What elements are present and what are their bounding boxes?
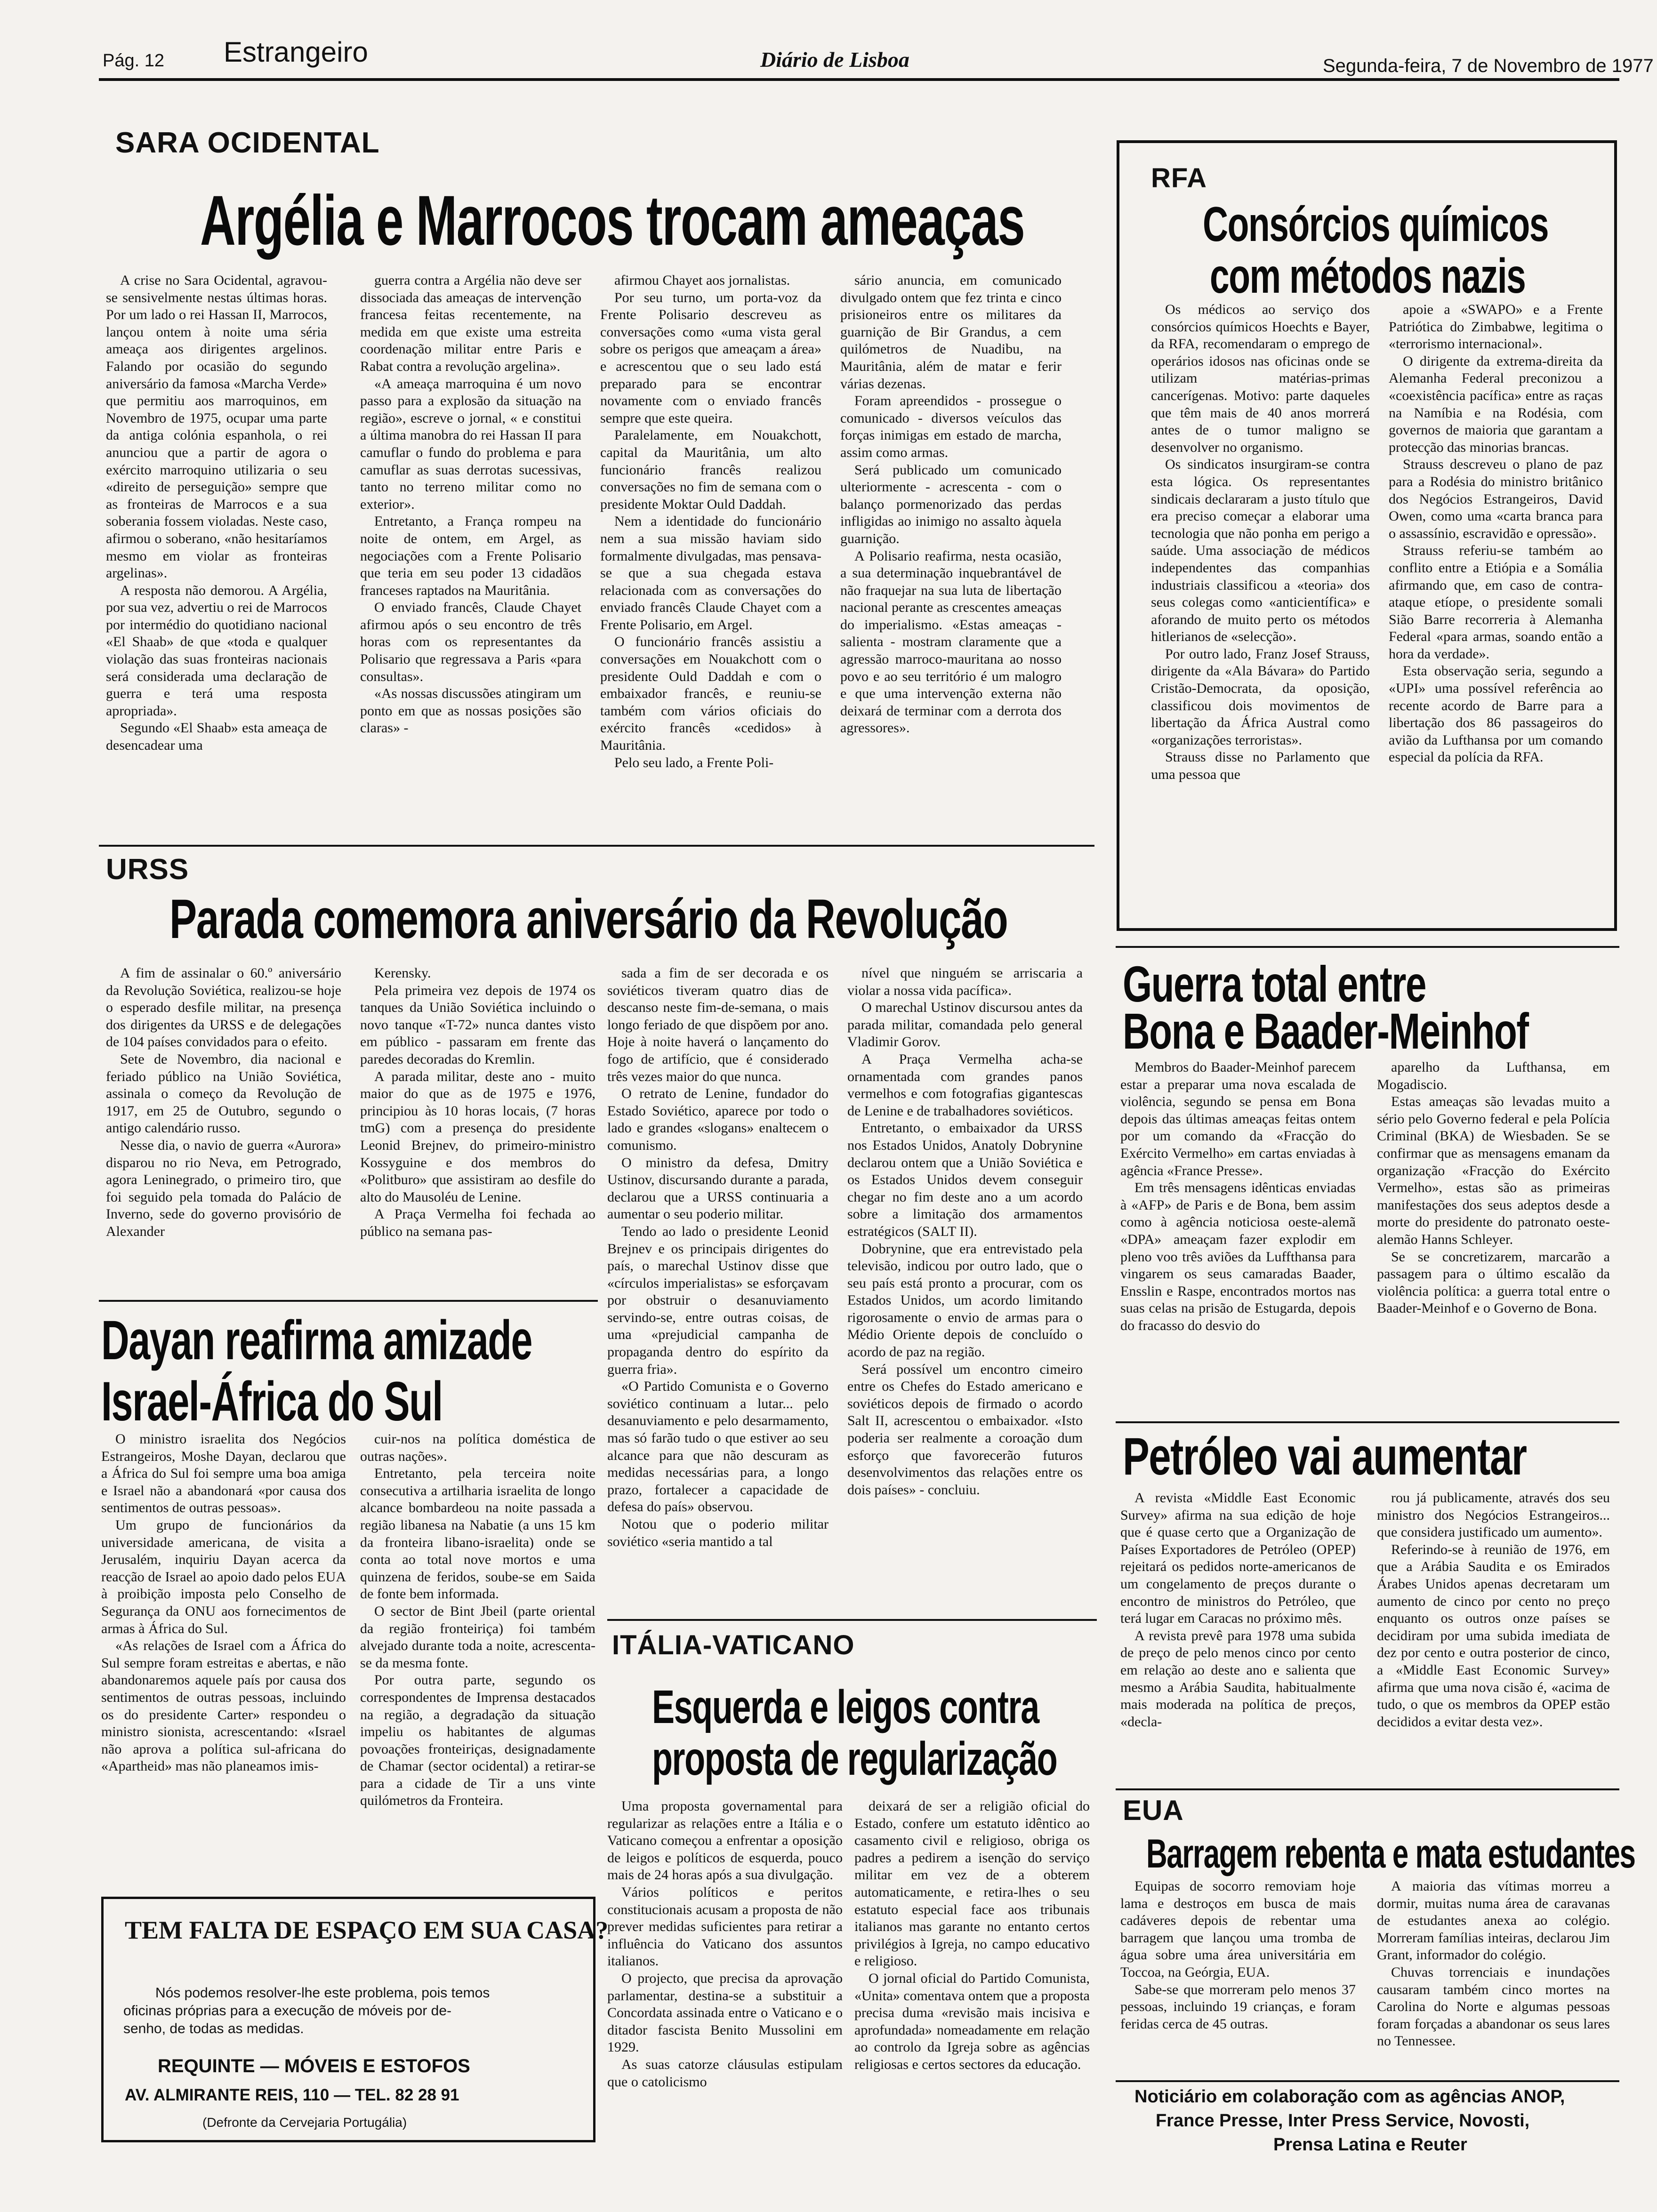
- rfa-col-2: apoie a «SWAPO» e a Frente Patriótica do Zimbabwe, legitima o «terrorismo internacional». O dirigente da extrema-direita da Alemanha Federal preconizou a «coexistência pacífica» entre as raças na Namíbia e na Rodésia, com governos de maioria que garantam a protecção das minorias brancas. Strauss descreveu o plano de paz para a Rodésia do ministro britânico dos Negócios Estrangeiros, David Owen, como uma «carta branca para o assassínio, escravidão e opressão». Strauss referiu-se também ao conflito entre a Etiópia e a Somália afirmando que, em caso de contra-ataque etíope, o presidente somali Sião Barre recorreria à Alemanha Federal «para armas, soando então a hora da verdade». Esta observação seria, segundo a «UPI» uma possível referência ao recente acordo de Barre para a libertação dos 86 passageiros do avião da Lufthansa por um comando especial da polícia da RFA.: [1389, 302, 1603, 765]
- rfa-col-1: Os médicos ao serviço dos consórcios químicos Hoechts e Bayer, da RFA, recomendaram o emprego de operários idosos nas oficinas onde se utilizam matérias-primas cancerígenas. Motivo: parte daqueles que têm mais de 40 anos morrerá antes de o tumor maligno se desenvolver no organismo. Os sindicatos insurgiram-se contra esta lógica. Os representantes sindicais declararam a justo título que era preciso começar a elaborar uma tecnologia que não ponha em perigo a saúde. Uma associação de médicos independentes das companhias industriais classificou a «teoria» dos seus colegas como «anticientífica» e aforando de muito perto os métodos hitlerianos de «selecção». Por outro lado, Franz Josef Strauss, dirigente da «Ala Bávara» do Partido Cristão-Democrata, da oposição, classificou dois movimentos de libertação da África Austral como «organizações terroristas». Strauss disse no Parlamento que uma pessoa que: [1151, 302, 1370, 783]
- paper-name: Diário de Lisboa: [760, 48, 909, 72]
- dayan-col-2: cuir-nos na política doméstica de outras nações». Entretanto, pela terceira noite consecutiva a artilharia israelita de longo alcance bombardeou na noite passada a região libanesa na Nabatie (a uns 15 km da fronteira libano-israelita) onde se conta ao total nove mortos e uma quinzena de feridos, soube-se em Saida de fonte bem informada. O sector de Bint Jbeil (parte oriental da região fronteiriça) foi também alvejado durante toda a noite, acrescenta-se da mesma fonte. Por outra parte, segundo os correspondentes de Imprensa destacados na região, a degradação da situação impeliu os habitantes de algumas povoações fronteiriças, designadamente de Chamar (sector ocidental) a retirar-se para a cidade de Tir a uns vinte quilómetros da Fronteira.: [360, 1431, 595, 1809]
- sara-col-2: guerra contra a Argélia não deve ser dissociada das ameaças de intervenção francesa feitas recentemente, na medida em que existe uma estreita coordenação militar entre Paris e Rabat contra a revolução argelina». «A ameaça marroquina é um novo passo para a explosão da situação na região», escreve o jornal, « e constitui a última manobra do rei Hassan II para camuflar o fundo do problema e para camuflar as suas derrotas sucessivas, tanto no terreno militar como no exterior». Entretanto, a França rompeu na noite de ontem, em Argel, as negociações com a Frente Polisario que teria em seu poder 13 cidadãos franceses raptados na Mauritânia. O enviado francês, Claude Chayet afirmou após o seu encontro de três horas com os representantes da Polisario que regressava a Paris «para consultas». «As nossas discussões atingiram um ponto em que as nossas posições são claras» -: [360, 272, 581, 736]
- headline-urss: Parada comemora aniversário da Revolução: [169, 888, 1008, 950]
- agencies-line-1: Noticiário em colaboração com as agências ANOP,: [1134, 2087, 1565, 2107]
- kicker-eua: EUA: [1123, 1795, 1184, 1826]
- sara-col-4: sário anuncia, em comunicado divulgado ontem que fez trinta e cinco prisioneiros entre os militares da guarnição de Bir Grandus, a cem quilómetros de Nuadibu, na Mauritânia, além de matar e ferir várias dezenas. Foram apreendidos - prossegue o comunicado - diversos veículos das forças inimigas em estado de marcha, assim como armas. Será publicado um comunicado ulteriormente - acrescenta - com o balanço pormenorizado das perdas infligidas ao inimigo no assalto àquela guarnição. A Polisario reafirma, nesta ocasião, a sua determinação inquebrantável de não fraquejar na sua luta de libertação nacional perante as crescentes ameaças do imperialismo. «Estas ameaças - salienta - mostram claramente que a agressão marroco-mauritana ao nosso povo e ao seu território é um malogro e que uma intervenção externa não deixará de terminar com a derrota dos agressores».: [840, 272, 1062, 736]
- headline-baader-1: Guerra total entre: [1123, 955, 1426, 1012]
- sara-col-1: A crise no Sara Ocidental, agravou-se sensivelmente nestas últimas horas. Por um lado o rei Hassan II, Marrocos, lançou ontem à noite uma séria ameaça aos dirigentes argelinos. Falando por ocasião do segundo aniversário da famosa «Marcha Verde» que permitiu aos marroquinos, em Novembro de 1975, ocupar uma parte da antiga colónia espanhola, o rei anunciou que a partir de agora o exército marroquino utilizaria o seu «direito de perseguição» sempre que as fronteiras de Marrocos e a sua soberania fossem violadas. Neste caso, afirmou o soberano, «não hesitaríamos mesmo em violar as fronteiras argelinas». A resposta não demorou. A Argélia, por sua vez, advertiu o rei de Marrocos por intermédio do quotidiano nacional «El Shaab» de que «toda e qualquer violação das suas fronteiras nacionais será considerada uma declaração de guerra e terá uma resposta apropriada». Segundo «El Shaab» esta ameaça de desencadear uma: [106, 272, 327, 753]
- italia-col-2: deixará de ser a religião oficial do Estado, confere um estatuto idêntico ao casamento civil e religioso, obriga os padres a pedirem a isenção do serviço militar em vez de a obterem automaticamente, e retira-lhes o seu estatuto especial face aos tribunais italianos mas garante no entanto certos privilégios à Igreja, no campo educativo e religioso. O jornal oficial do Partido Comunista, «Unita» comentava ontem que a proposta precisa duma «revisão mais incisiva e aprofundada» nomeadamente em relação ao controlo da Igreja sobre as agências religiosas e certos sectores da educação.: [854, 1798, 1090, 2072]
- ad-line-2: oficinas próprias para a execução de móveis por de-: [123, 2003, 452, 2019]
- headline-dayan-2: Israel-África do Sul: [101, 1370, 442, 1433]
- urss-col-2: Kerensky. Pela primeira vez depois de 1974 os tanques da União Soviética incluindo o novo tanque «T-72» nunca dantes visto em público - passaram em frente das paredes decoradas do Kremlin. A parada militar, deste ano - muito maior do que as de 1975 e 1976, principiou às 10 horas locais, (7 horas tmG) com a presença do presidente Leonid Brejnev, do primeiro-ministro Kossyguine e dos membros do «Politburo» que assistiram ao desfile do alto do Mausoléu de Lenine. A Praça Vermelha foi fechada ao público na semana pas-: [360, 965, 595, 1239]
- italia-col-1: Uma proposta governamental para regularizar as relações entre a Itália e o Vaticano começou a enfrentar a oposição de leigos e políticos de esquerda, pouco mais de 24 horas após a sua divulgação. Vários políticos e peritos constitucionais acusam a proposta de não prever medidas suficientes para retirar a influência do Vaticano dos assuntos italianos. O projecto, que precisa da aprovação parlamentar, destina-se a substituir a Concordata assinada entre o Vaticano e o ditador fascista Benito Mussolini em 1929. As suas catorze cláusulas estipulam que o catolicismo: [607, 1798, 843, 2090]
- headline-sara: Argélia e Marrocos trocam ameaças: [200, 181, 1025, 260]
- baader-col-1: Membros do Baader-Meinhof parecem estar a preparar uma nova escalada de violência, segundo se pensa em Bona depois das últimas ameaças feitas ontem por um comando da «Fracção do Exército Vermelho» em cartas enviadas à agência «France Presse». Em três mensagens idênticas enviadas à «AFP» de Paris e de Bona, bem assim como à agência noticiosa oeste-alemã «DPA» ameaçam fazer explodir em pleno voo três aviões da Luffthansa para vingarem os seus camaradas Baader, Ensslin e Raspe, encontrados mortos nas suas celas na prisão de Estugarda, depois do fracasso do desvio do: [1120, 1059, 1356, 1333]
- urss-col-3: sada a fim de ser decorada e os soviéticos tiveram quatro dias de descanso neste fim-de-semana, o mais longo feriado de que dispõem por ano. Hoje à noite haverá o lançamento do fogo de artifício, que é considerado três vezes maior do que nunca. O retrato de Lenine, fundador do Estado Soviético, aparece por todo o lado e grandes «slogans» enaltecem o comunismo. O ministro da defesa, Dmitry Ustinov, discursando durante a parada, declarou que a URSS continuaria a aumentar o seu poderio militar. Tendo ao lado o presidente Leonid Brejnev e os principais dirigentes do país, o marechal Ustinov disse que «círculos imperialistas» se esforçavam por obstruir o desanuviamento servindo-se, entre outras coisas, de uma «prejudicial campanha de propaganda dentro do espírito da guerra fria». «O Partido Comunista e o Governo soviético continuam a lutar... pelo desanuviamento e pelo desarmamento, mas só farão tudo o que estiver ao seu alcance para que não descuram as medidas necessárias para, a longo prazo, fortalecer a capacidade de defesa do país» observou. Notou que o poderio militar soviético «seria mantido a tal: [607, 965, 828, 1549]
- headline-italia-2: proposta de regularização: [652, 1732, 1057, 1785]
- kicker-sara: SARA OCIDENTAL: [115, 127, 380, 159]
- section-title: Estrangeiro: [224, 36, 368, 68]
- rule-baader: [1116, 946, 1619, 948]
- urss-col-4: nível que ninguém se arriscaria a violar a nossa vida pacífica». O marechal Ustinov discursou antes da parada militar, comandada pelo general Vladimir Gorov. A Praça Vermelha acha-se ornamentada com grandes panos vermelhos e com fotografias gigantescas de Lenine e de trabalhadores soviéticos. Entretanto, o embaixador da URSS nos Estados Unidos, Anatoly Dobrynine declarou ontem que a União Soviética e os Estados Unidos devem conseguir chegar no fim deste ano a um acordo sobre a limitação dos armamentos estratégicos (SALT II). Dobrynine, que era entrevistado pela televisão, indicou por outro lado, que o seu país está pronto a procurar, com os Estados Unidos, um acordo limitando rigorosamente o envio de armas para o Médio Oriente depois de concluído o acordo de paz na região. Será possível um encontro cimeiro entre os Chefes do Estado americano e soviéticos depois de firmado o acordo Salt II, acrescentou o embaixador. «Isto poderia ser realmente a coroação dum esforço que favorecerão futuros desenvolvimentos das relações entre os dois países» - concluiu.: [847, 965, 1083, 1498]
- dayan-col-1: O ministro israelita dos Negócios Estrangeiros, Moshe Dayan, declarou que a África do Sul foi sempre uma boa amiga e Israel não a abandonará «por causa dos sentimentos de outras pessoas». Um grupo de funcionários da universidade americana, de visita a Jerusalém, inquiriu Dayan acerca da reacção de Israel ao apoio dado pelos EUA à proibição imposta pelo Conselho de Segurança da ONU aos fornecimentos de armas à África do Sul. «As relações de Israel com a África do Sul sempre foram estreitas e abertas, e não abandonaremos aquele país por causa dos sentimentos de outras pessoas, incluindo os do presidente Carter» respondeu o ministro sionista, acrescentando: «Israel não aprova a política sul-africana do «Apartheid» mas não planeamos imis-: [101, 1431, 346, 1774]
- ad-title: TEM FALTA DE ESPAÇO EM SUA CASA?: [125, 1916, 609, 1944]
- headline-rfa-1: Consórcios químicos: [1203, 197, 1549, 252]
- headline-italia-1: Esquerda e leigos contra: [652, 1681, 1039, 1733]
- rule-italia: [607, 1619, 1097, 1621]
- headline-rfa-2: com métodos nazis: [1210, 249, 1526, 304]
- headline-petroleo: Petróleo vai aumentar: [1123, 1427, 1527, 1486]
- kicker-rfa: RFA: [1151, 163, 1207, 193]
- ad-line-1: Nós podemos resolver-lhe este problema, pois temos: [155, 1985, 490, 2001]
- ad-line-3: senho, de todas as medidas.: [123, 2021, 304, 2036]
- rule-footer: [1116, 2080, 1619, 2082]
- page-number: Pág. 12: [103, 51, 164, 71]
- sara-col-3: afirmou Chayet aos jornalistas. Por seu turno, um porta-voz da Frente Polisario descreveu as conversações como «uma vista geral sobre os perigos que ameaçam a área» e acrescentou que o seu lado está preparado para se encontrar novamente com o enviado francês sempre que este queira. Paralelamente, em Nouakchott, capital da Mauritânia, um alto funcionário francês realizou conversações no fim de semana com o presidente Moktar Ould Daddah. Nem a identidade do funcionário nem a sua missão haviam sido formalmente divulgadas, mas pensava-se que a sua chegada estava relacionada com as conversações do enviado francês Claude Chayet com a Frente Polisario, em Argel. O funcionário francês assistiu a conversações em Nouakchott com o presidente Ould Daddah e com o embaixador francês, e reuniu-se também com vários oficiais do exército francês «cedidos» à Mauritânia. Pelo seu lado, a Frente Poli-: [600, 272, 821, 770]
- ad-note: (Defronte da Cervejaria Portugália): [202, 2115, 407, 2130]
- headline-eua: Barragem rebenta e mata estudantes: [1146, 1831, 1635, 1876]
- kicker-italia: ITÁLIA-VATICANO: [612, 1630, 855, 1660]
- issue-date: Segunda-feira, 7 de Novembro de 1977: [1323, 56, 1654, 76]
- headline-baader-2: Bona e Baader-Meinhof: [1123, 1002, 1528, 1059]
- eua-col-2: A maioria das vítimas morreu a dormir, muitas numa área de caravanas de estudantes anexa ao colégio. Morreram famílias inteiras, declarou Jim Grant, informador do colégio. Chuvas torrenciais e inundações causaram também cinco mortes na Carolina do Norte e algumas pessoas foram forçadas a abandonar os seus lares no Tennessee.: [1377, 1878, 1610, 2049]
- ad-brand: REQUINTE — MÓVEIS E ESTOFOS: [158, 2056, 470, 2076]
- kicker-urss: URSS: [106, 853, 189, 886]
- agencies-line-3: Prensa Latina e Reuter: [1273, 2135, 1467, 2155]
- masthead-rule: [99, 78, 1619, 81]
- eua-col-1: Equipas de socorro removiam hoje lama e destroços em busca de mais cadáveres depois de rebentar uma barragem que lançou uma tromba de água sobre uma área universitária em Toccoa, na Geórgia, EUA. Sabe-se que morreram pelo menos 37 pessoas, incluindo 19 crianças, e foram feridas cerca de 45 outras.: [1120, 1878, 1356, 2032]
- urss-col-1: A fim de assinalar o 60.º aniversário da Revolução Soviética, realizou-se hoje o esperado desfile militar, na presença dos dirigentes da URSS e de delegações de 104 países convidados para o efeito. Sete de Novembro, dia nacional e feriado público na União Soviética, assinala o começo da Revolução de 1917, em 25 de Outubro, segundo o antigo calendário russo. Nesse dia, o navio de guerra «Aurora» disparou no rio Neva, em Petrogrado, agora Leninegrado, o primeiro tiro, que foi seguido pela tomada do Palácio de Inverno, sede do governo provisório de Alexander: [106, 965, 341, 1239]
- rule-eua: [1116, 1788, 1619, 1790]
- rule-dayan: [99, 1300, 598, 1302]
- agencies-line-2: France Presse, Inter Press Service, Novosti,: [1156, 2111, 1530, 2131]
- ad-address: AV. ALMIRANTE REIS, 110 — TEL. 82 28 91: [125, 2086, 459, 2104]
- baader-col-2: aparelho da Lufthansa, em Mogadiscio. Estas ameaças são levadas muito a sério pelo Governo federal e pela Polícia Criminal (BKA) de Wiesbaden. Se se confirmar que as mensagens emanam da organização «Fracção do Exército Vermelho», estas são as primeiras manifestações dos seus adeptos desde a morte do presidente do patronato oeste-alemão Hanns Schleyer. Se se concretizarem, marcarão a passagem para o último escalão da violência política: a guerra total entre o Baader-Meinhof e o Governo de Bona.: [1377, 1059, 1610, 1316]
- rule-petroleo: [1116, 1421, 1619, 1423]
- rule-urss: [99, 845, 1094, 847]
- petroleo-col-1: A revista «Middle East Economic Survey» afirma na sua edição de hoje que é quase certo que a Organização de Países Exportadores de Petróleo (OPEP) rejeitará os pedidos norte-americanos de um congelamento de preços durante o encontro de ministros do Petróleo, que terá lugar em Caracas no próximo mês. A revista prevê para 1978 uma subida de preço de pelo menos cinco por cento em relação ao deste ano e salienta que mesmo a Arábia Saudita, habitualmente mais moderada na política de preços, «decla-: [1120, 1490, 1356, 1730]
- petroleo-col-2: rou já publicamente, através dos seu ministro dos Negócios Estrangeiros... que considera justificado um aumento». Referindo-se à reunião de 1976, em que a Arábia Saudita e os Emirados Árabes Unidos apenas decretaram um aumento de cinco por cento no preço enquanto os outros onze países se decidiram por uma subida imediata de dez por cento e outra posterior de cinco, a «Middle East Economic Survey» afirma que uma nova cisão é, «acima de tudo, o que os membros da OPEP estão decididos a evitar desta vez».: [1377, 1490, 1610, 1730]
- headline-dayan-1: Dayan reafirma amizade: [101, 1309, 532, 1371]
